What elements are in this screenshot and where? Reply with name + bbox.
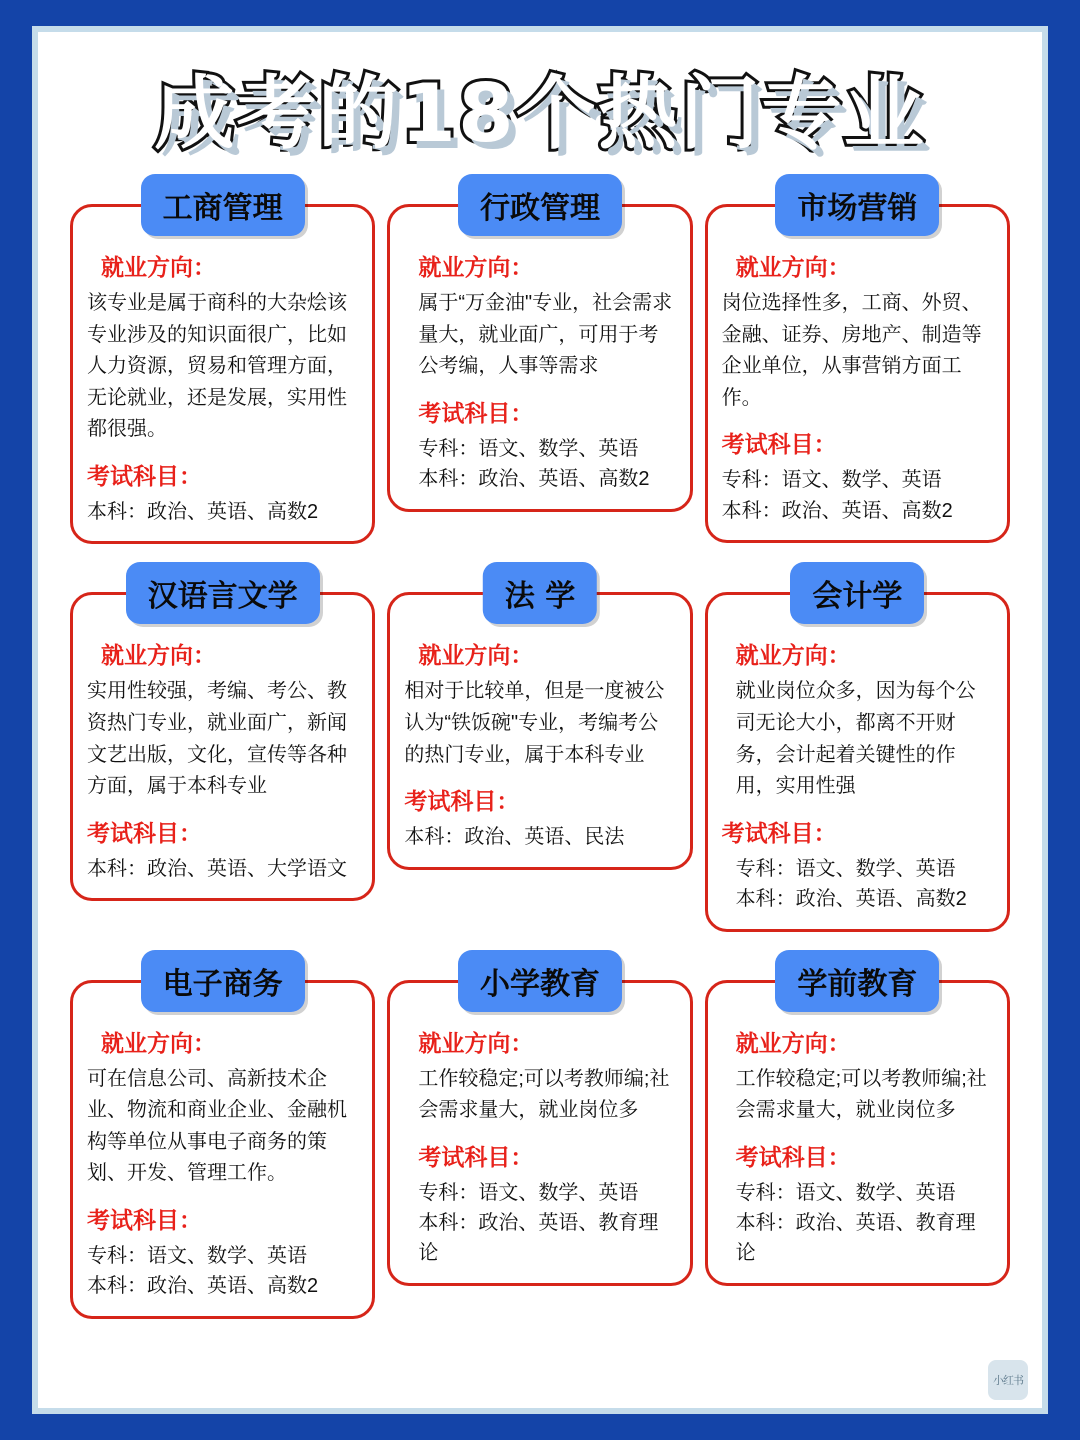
subject-line: 本科：政治、英语、高数2 (418, 468, 650, 491)
subject-line: 本科：政治、英语、大学语文 (87, 857, 347, 880)
direction-label: 就业方向： (735, 642, 851, 669)
major-card-title: 汉语言文学 (126, 562, 320, 624)
major-card (70, 174, 375, 544)
direction-text: 实用性较强，考编、考公、教资热门专业，就业面广，新闻文艺出版，文化，宣传等各种方面，属于本科专业 (87, 680, 347, 798)
direction-text: 相对于比较单，但是一度被公认为“铁饭碗"专业，考编考公的热门专业，属于本科专业 (404, 680, 665, 766)
subject-line: 本科：政治、英语、高数2 (87, 500, 319, 523)
direction-text: 可在信息公司、高新技术企业、物流和商业企业、金融机构等单位从事电子商务的策划、开发、管理工作。 (87, 1067, 347, 1185)
major-card-body (705, 592, 1010, 931)
major-card (387, 950, 692, 1319)
major-card (705, 174, 1010, 544)
major-card (387, 174, 692, 544)
page-title: 成考的18个热门专业 (154, 67, 926, 160)
subjects-label: 考试科目： (418, 399, 534, 426)
major-card-title: 电子商务 (141, 950, 305, 1012)
major-card-title: 法 学 (483, 562, 597, 624)
direction-label: 就业方向： (101, 642, 216, 669)
major-card-title: 小学教育 (458, 950, 622, 1012)
subjects-label: 考试科目： (721, 431, 837, 458)
major-card (387, 562, 692, 931)
major-card-title: 市场营销 (775, 174, 939, 236)
subjects-label: 考试科目： (87, 462, 202, 489)
major-card-body (705, 204, 1010, 543)
major-card-body (387, 980, 692, 1286)
direction-text: 该专业是属于商科的大杂烩该专业涉及的知识面很广，比如人力资源，贸易和管理方面，无论就业，还是发展，实用性都很强。 (87, 292, 347, 441)
poster (32, 26, 1048, 1414)
direction-text: 工作较稳定;可以考教师编;社会需求量大，就业岗位多 (735, 1067, 987, 1122)
major-card (705, 562, 1010, 931)
major-card-grid (64, 174, 1016, 1319)
direction-label: 就业方向： (418, 254, 534, 280)
direction-label: 就业方向： (735, 1029, 851, 1056)
major-card-body (70, 980, 375, 1319)
major-card (705, 950, 1010, 1319)
direction-label: 就业方向： (418, 1029, 534, 1056)
major-card-title: 工商管理 (141, 174, 305, 236)
direction-text: 工作较稳定;可以考教师编;社会需求量大，就业岗位多 (418, 1067, 670, 1122)
direction-text: 就业岗位众多，因为每个公司无论大小，都离不开财务，会计起着关键性的作用，实用性强 (735, 680, 976, 798)
major-card-body (387, 592, 692, 869)
major-card-body (705, 980, 1010, 1286)
subject-line: 本科：政治、英语、高数2 (735, 888, 967, 911)
subject-line: 专科：语文、数学、英语 (418, 1181, 639, 1204)
major-card-title: 学前教育 (775, 950, 939, 1012)
subject-line: 本科：政治、英语、教育理论 (735, 1212, 976, 1265)
major-card-body (387, 204, 692, 512)
subjects-label: 考试科目： (87, 1206, 202, 1233)
direction-label: 就业方向： (735, 254, 851, 280)
major-card-title: 会计学 (790, 562, 924, 624)
subject-line: 本科：政治、英语、高数2 (87, 1275, 319, 1298)
major-card (70, 562, 375, 931)
subject-line: 专科：语文、数学、英语 (87, 1244, 307, 1267)
subject-line: 本科：政治、英语、教育理论 (418, 1212, 659, 1265)
subject-line: 本科：政治、英语、民法 (404, 826, 625, 849)
subjects-label: 考试科目： (404, 788, 520, 815)
watermark-badge: 小红书 (988, 1360, 1028, 1400)
major-card-body (70, 204, 375, 544)
major-card-body (70, 592, 375, 901)
subject-line: 本科：政治、英语、高数2 (721, 499, 953, 522)
subjects-label: 考试科目： (735, 1143, 851, 1170)
subject-line: 专科：语文、数学、英语 (721, 469, 942, 492)
direction-text: 属于“万金油"专业，社会需求量大，就业面广，可用于考公考编，人事等需求 (418, 292, 673, 378)
direction-label: 就业方向： (101, 1029, 216, 1056)
direction-text: 岗位选择性多，工商、外贸、金融、证券、房地产、制造等企业单位，从事营销方面工作。 (721, 292, 982, 409)
major-card (70, 950, 375, 1319)
poster-inner (38, 32, 1042, 1408)
subjects-label: 考试科目： (418, 1143, 534, 1170)
direction-label: 就业方向： (418, 642, 534, 669)
direction-label: 就业方向： (101, 254, 216, 280)
subjects-label: 考试科目： (721, 819, 837, 846)
subject-line: 专科：语文、数学、英语 (735, 1181, 956, 1204)
subjects-label: 考试科目： (87, 819, 202, 846)
subject-line: 专科：语文、数学、英语 (418, 437, 639, 460)
major-card-title: 行政管理 (458, 174, 622, 236)
subject-line: 专科：语文、数学、英语 (735, 857, 956, 880)
